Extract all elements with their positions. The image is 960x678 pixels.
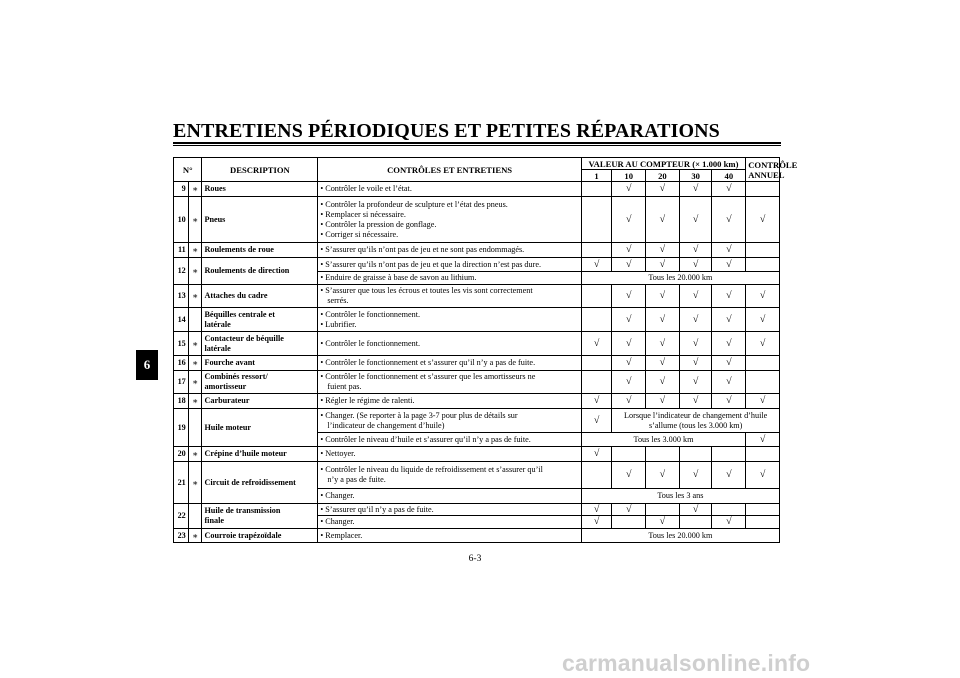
title-rule-thick [173, 142, 781, 144]
description-line: Huile de transmission [204, 506, 281, 515]
check-cell [746, 243, 780, 258]
table-row [174, 285, 780, 308]
description-line: amortisseur [204, 382, 247, 391]
star-marker: ∗ [188, 447, 202, 462]
check-mark: √ [679, 332, 712, 356]
chapter-tab: 6 [136, 350, 158, 380]
check-mark: √ [581, 504, 612, 516]
row-task: • Changer. [318, 489, 581, 504]
task-line: • Contrôler la pression de gonflage. [320, 219, 437, 229]
row-description: Circuit de refroidissement [202, 462, 318, 504]
check-cell [581, 356, 612, 371]
check-mark: √ [679, 308, 712, 332]
description-line: latérale [204, 319, 231, 329]
check-mark: √ [746, 197, 780, 243]
check-mark: √ [712, 308, 746, 332]
table-row [174, 356, 780, 371]
check-mark: √ [712, 332, 746, 356]
row-task [318, 285, 581, 308]
row-task: • Changer. [318, 516, 581, 529]
header-description: DESCRIPTION [202, 158, 318, 182]
row-task: • Contrôler le fonctionnement et s’assurer qu’il n’y a pas de fuite. [318, 356, 581, 371]
row-number: 9 [174, 182, 189, 197]
table-row [174, 409, 780, 433]
row-task: • Régler le régime de ralenti. [318, 394, 581, 409]
check-mark: √ [612, 258, 646, 272]
interval-note: Tous les 3 ans [581, 489, 779, 504]
table-row [174, 447, 780, 462]
row-description [202, 332, 318, 356]
check-mark: √ [746, 332, 780, 356]
check-cell [746, 371, 780, 394]
row-number: 18 [174, 394, 189, 409]
table-row [174, 308, 780, 332]
star-marker [188, 504, 202, 529]
check-mark: √ [646, 197, 680, 243]
row-description [202, 371, 318, 394]
check-cell [746, 182, 780, 197]
task-line: • Contrôler le niveau du liquide de refroidissement et s’assurer qu’il [320, 465, 543, 474]
check-mark: √ [712, 258, 746, 272]
row-number: 14 [174, 308, 189, 332]
table-row [174, 462, 780, 489]
description-line: latérale [204, 343, 231, 353]
check-mark: √ [746, 308, 780, 332]
check-mark: √ [646, 243, 680, 258]
check-cell [746, 504, 780, 516]
check-cell [581, 197, 612, 243]
check-mark: √ [581, 516, 612, 529]
star-marker: ∗ [188, 371, 202, 394]
header-annual: CONTRÔLE ANNUEL [746, 158, 780, 182]
check-cell [746, 516, 780, 529]
table-row [174, 371, 780, 394]
row-number: 19 [174, 409, 189, 447]
row-task: • S’assurer qu’il n’y a pas de fuite. [318, 504, 581, 516]
description-line: Contacteur de béquille [204, 333, 284, 343]
task-line: • Lubrifier. [320, 319, 357, 329]
check-mark: √ [746, 433, 780, 447]
check-mark: √ [581, 394, 612, 409]
star-marker [188, 409, 202, 447]
check-mark: √ [646, 332, 680, 356]
check-mark: √ [679, 197, 712, 243]
check-mark: √ [612, 371, 646, 394]
task-line: • Contrôler la profondeur de sculpture et l’état des pneus. [320, 199, 508, 209]
check-cell [646, 447, 680, 462]
header-odometer: VALEUR AU COMPTEUR (× 1.000 km) [581, 158, 745, 170]
star-marker: ∗ [188, 243, 202, 258]
row-number: 10 [174, 197, 189, 243]
check-mark: √ [646, 285, 680, 308]
check-mark: √ [646, 258, 680, 272]
check-mark: √ [612, 308, 646, 332]
check-mark: √ [679, 243, 712, 258]
row-task: • Contrôler le fonctionnement. [318, 332, 581, 356]
interval-note: Tous les 3.000 km [581, 433, 745, 447]
task-line: serrés. [327, 296, 349, 305]
row-description: Carburateur [202, 394, 318, 409]
header-km-20: 20 [646, 170, 680, 182]
check-mark: √ [679, 371, 712, 394]
maintenance-table [173, 157, 798, 543]
table-row [174, 258, 780, 272]
header-km-40: 40 [712, 170, 746, 182]
check-mark: √ [612, 504, 646, 516]
check-mark: √ [612, 356, 646, 371]
description-line: Combinés ressort/ [204, 372, 268, 381]
task-line: • Remplacer si nécessaire. [320, 209, 406, 219]
row-description: Roues [202, 182, 318, 197]
row-task: • Contrôler le voile et l’état. [318, 182, 581, 197]
check-cell [581, 243, 612, 258]
check-mark: √ [746, 394, 780, 409]
row-number: 17 [174, 371, 189, 394]
check-mark: √ [746, 285, 780, 308]
check-mark: √ [581, 258, 612, 272]
row-description: Pneus [202, 197, 318, 243]
row-task [318, 462, 581, 489]
row-task: • Contrôler le niveau d’huile et s’assurer qu’il n’y a pas de fuite. [318, 433, 581, 447]
check-mark: √ [646, 308, 680, 332]
star-marker: ∗ [188, 197, 202, 243]
check-mark: √ [679, 504, 712, 516]
check-mark: √ [646, 462, 680, 489]
header-number: N° [174, 158, 202, 182]
row-description: Roulements de direction [202, 258, 318, 285]
task-line: l’indicateur de changement d’huile) [327, 420, 445, 430]
check-mark: √ [712, 243, 746, 258]
check-mark: √ [646, 371, 680, 394]
check-mark: √ [746, 462, 780, 489]
interval-line: Lorsque l’indicateur de changement d’huile [624, 410, 768, 420]
check-cell [581, 371, 612, 394]
star-marker: ∗ [188, 332, 202, 356]
check-mark: √ [712, 394, 746, 409]
interval-line: s’allume (tous les 3.000 km) [648, 420, 743, 430]
check-mark: √ [712, 197, 746, 243]
check-mark: √ [646, 394, 680, 409]
check-mark: √ [679, 258, 712, 272]
check-cell [746, 258, 780, 272]
title-rule-thin [173, 145, 781, 146]
check-cell [712, 447, 746, 462]
row-task: • S’assurer qu’ils n’ont pas de jeu et que la direction n’est pas dure. [318, 258, 581, 272]
header-km-1: 1 [581, 170, 612, 182]
check-mark: √ [679, 356, 712, 371]
table-row [174, 182, 780, 197]
row-task [318, 308, 581, 332]
star-marker [188, 308, 202, 332]
row-description: Courroie trapézoïdale [202, 529, 318, 543]
check-mark: √ [612, 394, 646, 409]
task-line: fuient pas. [327, 382, 362, 391]
star-marker: ∗ [188, 529, 202, 543]
table-row [174, 332, 780, 356]
header-km-30: 30 [679, 170, 712, 182]
row-number: 20 [174, 447, 189, 462]
row-number: 13 [174, 285, 189, 308]
interval-note: Tous les 20.000 km [581, 529, 779, 543]
star-marker: ∗ [188, 182, 202, 197]
row-description [202, 504, 318, 529]
check-mark: √ [612, 197, 646, 243]
check-mark: √ [712, 371, 746, 394]
check-mark: √ [712, 182, 746, 197]
check-cell [581, 308, 612, 332]
task-line: • Contrôler le fonctionnement. [320, 309, 421, 319]
check-mark: √ [612, 462, 646, 489]
star-marker: ∗ [188, 258, 202, 285]
row-description: Fourche avant [202, 356, 318, 371]
check-mark: √ [581, 409, 612, 433]
check-mark: √ [679, 394, 712, 409]
check-cell [679, 447, 712, 462]
check-mark: √ [679, 462, 712, 489]
task-line: • S’assurer que tous les écrous et toutes les vis sont correctement [320, 286, 533, 295]
task-line: • Changer. (Se reporter à la page 3-7 pour plus de détails sur [320, 410, 518, 420]
task-line: n’y a pas de fuite. [327, 475, 386, 484]
task-line: • Contrôler le fonctionnement et s’assurer que les amortisseurs ne [320, 372, 536, 381]
row-task [318, 371, 581, 394]
check-cell [581, 462, 612, 489]
check-cell [646, 504, 680, 516]
description-line: Béquilles centrale et [204, 309, 275, 319]
check-mark: √ [712, 516, 746, 529]
check-cell [612, 447, 646, 462]
row-number: 22 [174, 504, 189, 529]
check-cell [679, 516, 712, 529]
row-number: 23 [174, 529, 189, 543]
row-description: Attaches du cadre [202, 285, 318, 308]
check-mark: √ [612, 285, 646, 308]
star-marker: ∗ [188, 285, 202, 308]
row-description: Crépine d’huile moteur [202, 447, 318, 462]
check-mark: √ [712, 356, 746, 371]
check-mark: √ [612, 332, 646, 356]
row-description: Roulements de roue [202, 243, 318, 258]
task-line: • Corriger si nécessaire. [320, 229, 399, 239]
header-controls: CONTRÔLES ET ENTRETIENS [318, 158, 581, 182]
check-mark: √ [679, 285, 712, 308]
header-km-10: 10 [612, 170, 646, 182]
check-mark: √ [646, 356, 680, 371]
row-task: • S’assurer qu’ils n’ont pas de jeu et ne sont pas endommagés. [318, 243, 581, 258]
page-number: 6-3 [468, 554, 482, 564]
row-task [318, 197, 581, 243]
check-mark: √ [581, 447, 612, 462]
table-row [174, 504, 780, 516]
star-marker: ∗ [188, 462, 202, 504]
check-cell [746, 447, 780, 462]
check-cell [746, 356, 780, 371]
interval-note: Tous les 20.000 km [581, 272, 779, 285]
description-line: finale [204, 516, 224, 525]
row-description [202, 308, 318, 332]
row-description: Huile moteur [202, 409, 318, 447]
check-cell [581, 182, 612, 197]
row-number: 16 [174, 356, 189, 371]
check-mark: √ [712, 462, 746, 489]
star-marker: ∗ [188, 356, 202, 371]
table-row [174, 529, 780, 543]
row-task: • Nettoyer. [318, 447, 581, 462]
watermark: carmanualsonline.info [562, 650, 811, 676]
row-number: 21 [174, 462, 189, 504]
star-marker: ∗ [188, 394, 202, 409]
row-number: 15 [174, 332, 189, 356]
row-number: 12 [174, 258, 189, 285]
table-row [174, 243, 780, 258]
check-mark: √ [612, 182, 646, 197]
page-title: ENTRETIENS PÉRIODIQUES ET PETITES RÉPARATIONS [173, 120, 720, 142]
row-task: • Remplacer. [318, 529, 581, 543]
check-mark: √ [646, 182, 680, 197]
check-cell [612, 516, 646, 529]
check-mark: √ [679, 182, 712, 197]
row-number: 11 [174, 243, 189, 258]
check-cell [712, 504, 746, 516]
table-row [174, 197, 780, 243]
interval-note [612, 409, 780, 433]
check-mark: √ [581, 332, 612, 356]
row-task [318, 409, 581, 433]
check-mark: √ [612, 243, 646, 258]
check-cell [581, 285, 612, 308]
check-mark: √ [712, 285, 746, 308]
row-task: • Enduire de graisse à base de savon au lithium. [318, 272, 581, 285]
check-mark: √ [646, 516, 680, 529]
table-row [174, 394, 780, 409]
